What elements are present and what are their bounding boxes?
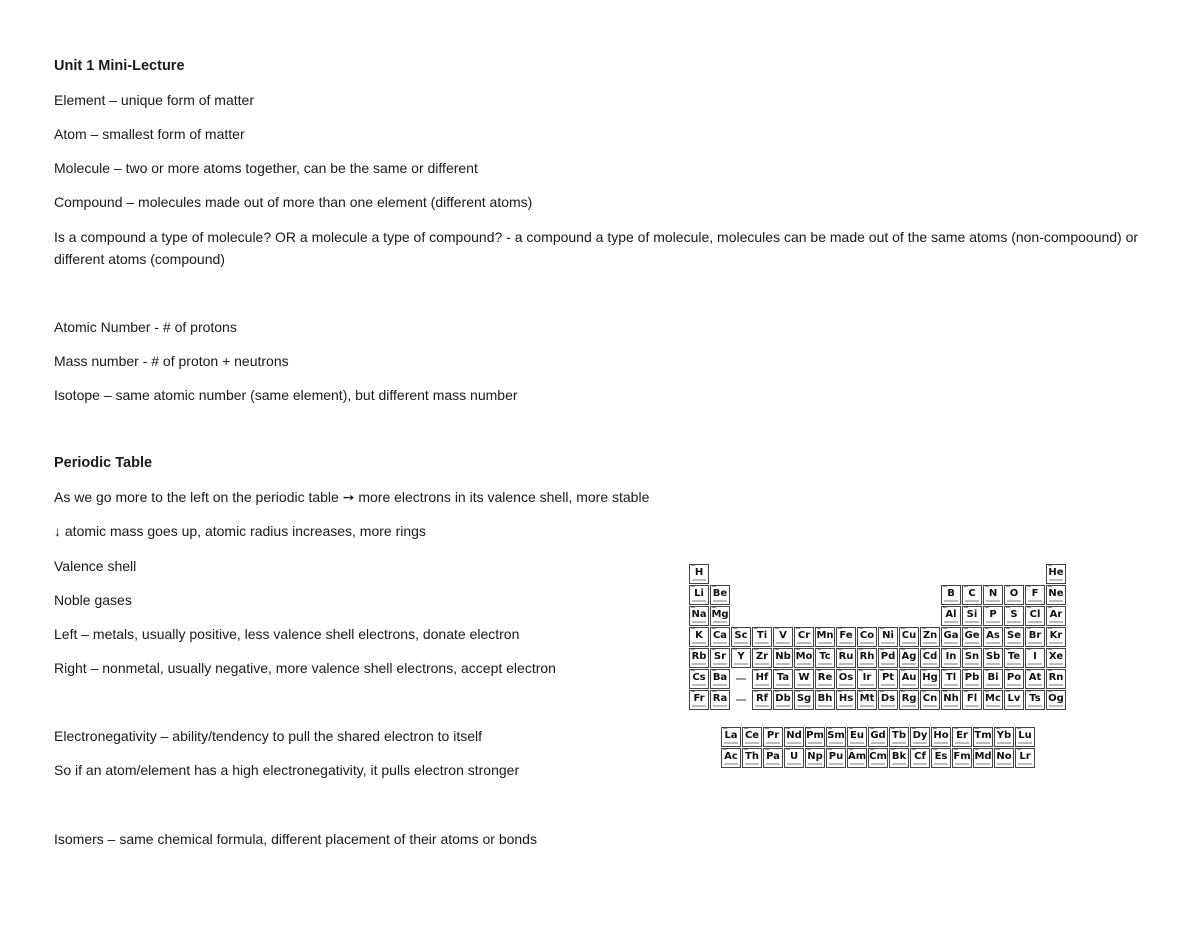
element-cell-os: Os <box>836 669 856 689</box>
element-cell-cd: Cd <box>920 648 940 668</box>
element-cell-ce: Ce <box>742 727 762 747</box>
element-cell-o: O <box>1004 585 1024 605</box>
element-cell-tm: Tm <box>973 727 993 747</box>
element-cell-ra: Ra <box>710 690 730 710</box>
element-cell-hs: Hs <box>836 690 856 710</box>
definition-atom: Atom – smallest form of matter <box>54 126 245 142</box>
element-cell-dy: Dy <box>910 727 930 747</box>
f-block-placeholder <box>736 699 746 701</box>
element-cell-co: Co <box>857 627 877 647</box>
element-cell-te: Te <box>1004 648 1024 668</box>
definition-molecule: Molecule – two or more atoms together, can be the same or different <box>54 160 478 176</box>
element-cell-fe: Fe <box>836 627 856 647</box>
element-cell-po: Po <box>1004 669 1024 689</box>
element-cell-ac: Ac <box>721 748 741 768</box>
element-cell-ga: Ga <box>941 627 961 647</box>
element-cell-am: Am <box>847 748 867 768</box>
element-cell-mo: Mo <box>794 648 814 668</box>
element-cell-ar: Ar <box>1046 606 1066 626</box>
element-cell-li: Li <box>689 585 709 605</box>
element-cell-b: B <box>941 585 961 605</box>
element-cell-cn: Cn <box>920 690 940 710</box>
element-cell-al: Al <box>941 606 961 626</box>
element-cell-c: C <box>962 585 982 605</box>
element-cell-n: N <box>983 585 1003 605</box>
element-cell-nb: Nb <box>773 648 793 668</box>
definition-compound: Compound – molecules made out of more than one element (different atoms) <box>54 194 533 210</box>
element-cell-lu: Lu <box>1015 727 1035 747</box>
element-cell-th: Th <box>742 748 762 768</box>
element-cell-u: U <box>784 748 804 768</box>
periodic-note-metals: Left – metals, usually positive, less valence shell electrons, donate electron <box>54 626 520 642</box>
element-cell-cu: Cu <box>899 627 919 647</box>
element-cell-at: At <box>1025 669 1045 689</box>
element-cell-si: Si <box>962 606 982 626</box>
element-cell-cf: Cf <box>910 748 930 768</box>
element-cell-md: Md <box>973 748 993 768</box>
element-cell-rg: Rg <box>899 690 919 710</box>
element-cell-ni: Ni <box>878 627 898 647</box>
element-cell-es: Es <box>931 748 951 768</box>
isotope: Isotope – same atomic number (same element), but different mass number <box>54 387 518 403</box>
element-cell-sb: Sb <box>983 648 1003 668</box>
element-cell-re: Re <box>815 669 835 689</box>
element-cell-no: No <box>994 748 1014 768</box>
element-cell-k: K <box>689 627 709 647</box>
element-cell-lv: Lv <box>1004 690 1024 710</box>
element-cell-ir: Ir <box>857 669 877 689</box>
element-cell-fm: Fm <box>952 748 972 768</box>
element-cell-lr: Lr <box>1015 748 1035 768</box>
element-cell-mc: Mc <box>983 690 1003 710</box>
element-cell-f: F <box>1025 585 1045 605</box>
element-cell-yb: Yb <box>994 727 1014 747</box>
element-cell-in: In <box>941 648 961 668</box>
element-cell-gd: Gd <box>868 727 888 747</box>
element-cell-s: S <box>1004 606 1024 626</box>
element-cell-cm: Cm <box>868 748 888 768</box>
element-cell-tb: Tb <box>889 727 909 747</box>
element-cell-tl: Tl <box>941 669 961 689</box>
element-cell-ba: Ba <box>710 669 730 689</box>
mass-number: Mass number - # of proton + neutrons <box>54 353 289 369</box>
element-cell-pr: Pr <box>763 727 783 747</box>
definition-element: Element – unique form of matter <box>54 92 254 108</box>
periodic-heading: Periodic Table <box>54 455 153 471</box>
element-cell-v: V <box>773 627 793 647</box>
element-cell-w: W <box>794 669 814 689</box>
element-cell-sg: Sg <box>794 690 814 710</box>
element-cell-nh: Nh <box>941 690 961 710</box>
element-cell-y: Y <box>731 648 751 668</box>
element-cell-og: Og <box>1046 690 1066 710</box>
electronegativity-note: So if an atom/element has a high electronegativity, it pulls electron stronger <box>54 762 520 778</box>
element-cell-pa: Pa <box>763 748 783 768</box>
element-cell-np: Np <box>805 748 825 768</box>
element-cell-as: As <box>983 627 1003 647</box>
element-cell-ho: Ho <box>931 727 951 747</box>
element-cell-zn: Zn <box>920 627 940 647</box>
element-cell-pm: Pm <box>805 727 825 747</box>
element-cell-pt: Pt <box>878 669 898 689</box>
element-cell-p: P <box>983 606 1003 626</box>
periodic-note-valence: Valence shell <box>54 558 137 574</box>
element-cell-se: Se <box>1004 627 1024 647</box>
element-cell-sc: Sc <box>731 627 751 647</box>
compound-question: Is a compound a type of molecule? OR a molecule a type of compound? - a compound a type of molecule, molecules can be made out of the same atoms (non-compoound) or different atoms (compound) <box>54 229 1139 267</box>
element-cell-pu: Pu <box>826 748 846 768</box>
element-cell-hf: Hf <box>752 669 772 689</box>
element-cell-be: Be <box>710 585 730 605</box>
element-cell-pd: Pd <box>878 648 898 668</box>
element-cell-cl: Cl <box>1025 606 1045 626</box>
atomic-number: Atomic Number - # of protons <box>54 319 237 335</box>
element-cell-ne: Ne <box>1046 585 1066 605</box>
element-cell-bk: Bk <box>889 748 909 768</box>
element-cell-bh: Bh <box>815 690 835 710</box>
element-cell-ta: Ta <box>773 669 793 689</box>
element-cell-er: Er <box>952 727 972 747</box>
periodic-note-down: ↓ atomic mass goes up, atomic radius increases, more rings <box>54 523 426 539</box>
element-cell-h: H <box>689 564 709 584</box>
element-cell-xe: Xe <box>1046 648 1066 668</box>
element-cell-i: I <box>1025 648 1045 668</box>
element-cell-pb: Pb <box>962 669 982 689</box>
element-cell-cs: Cs <box>689 669 709 689</box>
electronegativity-definition: Electronegativity – ability/tendency to pull the shared electron to itself <box>54 728 483 744</box>
element-cell-eu: Eu <box>847 727 867 747</box>
isomers: Isomers – same chemical formula, different placement of their atoms or bonds <box>54 831 537 847</box>
periodic-note-left: As we go more to the left on the periodic table ➙ more electrons in its valence shell, more stable <box>54 489 650 505</box>
element-cell-ge: Ge <box>962 627 982 647</box>
element-cell-na: Na <box>689 606 709 626</box>
element-cell-fr: Fr <box>689 690 709 710</box>
unit-heading: Unit 1 Mini-Lecture <box>54 58 185 74</box>
element-cell-ca: Ca <box>710 627 730 647</box>
element-cell-sn: Sn <box>962 648 982 668</box>
element-cell-au: Au <box>899 669 919 689</box>
f-block-placeholder <box>736 678 746 680</box>
element-cell-hg: Hg <box>920 669 940 689</box>
element-cell-mn: Mn <box>815 627 835 647</box>
element-cell-sm: Sm <box>826 727 846 747</box>
element-cell-ds: Ds <box>878 690 898 710</box>
element-cell-mg: Mg <box>710 606 730 626</box>
element-cell-bi: Bi <box>983 669 1003 689</box>
element-cell-nd: Nd <box>784 727 804 747</box>
element-cell-he: He <box>1046 564 1066 584</box>
periodic-note-nonmetals: Right – nonmetal, usually negative, more valence shell electrons, accept electron <box>54 660 556 676</box>
element-cell-kr: Kr <box>1046 627 1066 647</box>
element-cell-sr: Sr <box>710 648 730 668</box>
element-cell-ru: Ru <box>836 648 856 668</box>
periodic-note-noble: Noble gases <box>54 592 132 608</box>
element-cell-br: Br <box>1025 627 1045 647</box>
element-cell-rh: Rh <box>857 648 877 668</box>
element-cell-fl: Fl <box>962 690 982 710</box>
element-cell-db: Db <box>773 690 793 710</box>
element-cell-zr: Zr <box>752 648 772 668</box>
element-cell-rb: Rb <box>689 648 709 668</box>
element-cell-mt: Mt <box>857 690 877 710</box>
element-cell-rf: Rf <box>752 690 772 710</box>
element-cell-ti: Ti <box>752 627 772 647</box>
element-cell-ag: Ag <box>899 648 919 668</box>
element-cell-cr: Cr <box>794 627 814 647</box>
element-cell-tc: Tc <box>815 648 835 668</box>
element-cell-ts: Ts <box>1025 690 1045 710</box>
element-cell-rn: Rn <box>1046 669 1066 689</box>
element-cell-la: La <box>721 727 741 747</box>
